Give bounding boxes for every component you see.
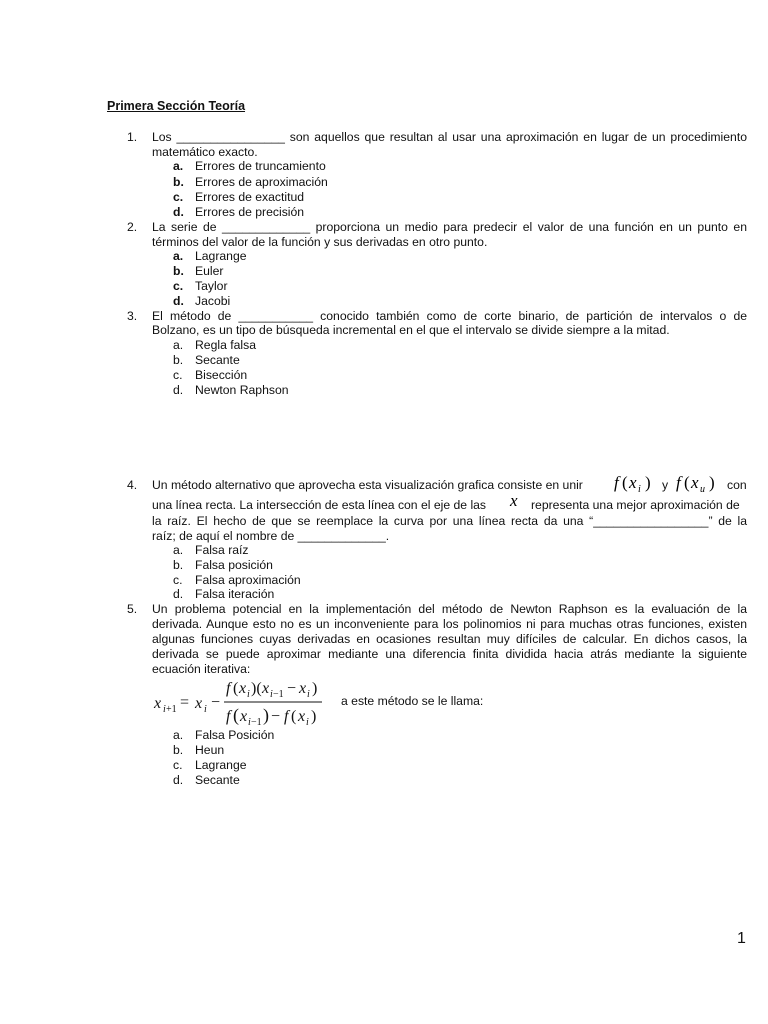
svg-text:i: i xyxy=(638,484,641,495)
q5-line3: algunas funciones cuyas derivadas en ocasiones resultan muy difíciles de calcular. En dichos casos, la xyxy=(152,632,747,646)
svg-text:x: x xyxy=(239,680,247,697)
svg-text:i: i xyxy=(306,717,309,728)
svg-text:): ) xyxy=(645,473,651,492)
svg-text:x: x xyxy=(154,695,162,712)
option-letter: a. xyxy=(173,249,184,263)
option-letter: c. xyxy=(173,758,183,772)
option-text: Heun xyxy=(195,743,225,757)
option-text: Errores de precisión xyxy=(195,205,305,219)
option-text: Lagrange xyxy=(195,758,247,772)
svg-text:(: ( xyxy=(622,473,628,492)
q4-option-a xyxy=(173,543,249,557)
svg-text:i: i xyxy=(270,689,273,700)
option-text: Regla falsa xyxy=(195,338,256,352)
q3-option-b xyxy=(173,353,240,367)
option-letter: b. xyxy=(173,264,184,278)
svg-text:i: i xyxy=(247,689,250,700)
svg-text:)(: )( xyxy=(251,680,262,697)
option-letter: c. xyxy=(173,190,184,204)
svg-text:(: ( xyxy=(233,705,239,725)
q5-after-formula: a este método se le llama: xyxy=(341,694,484,708)
q2-option-c xyxy=(173,279,228,293)
option-letter: d. xyxy=(173,294,184,308)
option-text: Errores de aproximación xyxy=(195,175,328,189)
option-text: Errores de exactitud xyxy=(195,190,305,204)
q5-option-c xyxy=(173,758,247,772)
option-letter: d. xyxy=(173,587,184,601)
svg-text:f: f xyxy=(284,708,289,725)
q4-number: 4. xyxy=(127,478,138,492)
q3-option-d xyxy=(173,383,289,397)
option-text: Lagrange xyxy=(195,249,247,263)
q1-line1: Los ________________ son aquellos que resultan al usar una aproximación en lugar de un procedimiento xyxy=(152,130,747,144)
q2-number: 2. xyxy=(127,220,138,234)
svg-text:i: i xyxy=(248,717,251,728)
svg-text:i: i xyxy=(204,704,207,715)
svg-text:(: ( xyxy=(233,680,239,697)
q4-line1-start: Un método alternativo que aprovecha esta visualización grafica consiste en unir xyxy=(152,478,583,492)
svg-text:): ) xyxy=(312,680,318,697)
option-text: Jacobi xyxy=(195,294,231,308)
q5-line2: derivada. Aunque esto no es un inconveniente para los polinomios ni para muchas otras funciones, existen xyxy=(152,617,747,631)
q1-option-a xyxy=(173,159,326,173)
q5-option-a xyxy=(173,728,274,742)
q1-line2: matemático exacto. xyxy=(152,145,258,159)
option-text: Falsa aproximación xyxy=(195,573,301,587)
q4-line2-start: una línea recta. La intersección de esta línea con el eje de las xyxy=(152,498,487,512)
svg-text:): ) xyxy=(311,708,317,725)
option-text: Falsa Posición xyxy=(195,728,275,742)
q3-line1: El método de ___________ conocido también como de corte binario, de partición de intervalos o de xyxy=(152,309,747,323)
svg-text:f: f xyxy=(614,473,619,492)
q2-option-b xyxy=(173,264,223,278)
svg-text:x: x xyxy=(691,473,699,492)
svg-text:(: ( xyxy=(684,473,690,492)
option-letter: d. xyxy=(173,773,184,787)
q4-option-d xyxy=(173,587,274,601)
option-text: Falsa iteración xyxy=(195,587,275,601)
q5-line4: derivada se puede aproximar mediante una diferencia finita dividida hacia atrás mediante la siguiente xyxy=(152,647,747,661)
svg-text:f: f xyxy=(676,473,681,492)
iterative-equation xyxy=(152,676,332,728)
option-letter: a. xyxy=(173,728,184,742)
svg-text:x: x xyxy=(195,695,203,712)
q4-option-c xyxy=(173,573,301,587)
option-letter: c. xyxy=(173,573,183,587)
svg-text:u: u xyxy=(700,484,705,495)
q2-line1: La serie de _____________ proporciona un medio para predecir el valor de una función en un punto en xyxy=(152,220,747,234)
q1-number: 1. xyxy=(127,130,138,144)
q4-option-b xyxy=(173,558,273,572)
option-text: Euler xyxy=(195,264,224,278)
option-text: Newton Raphson xyxy=(195,383,289,397)
svg-text:): ) xyxy=(263,705,269,725)
option-letter: b. xyxy=(173,175,184,189)
option-letter: a. xyxy=(173,543,184,557)
q4-line1-end: con xyxy=(727,478,747,492)
x-variable xyxy=(508,490,522,514)
q1-option-d xyxy=(173,205,304,219)
svg-text:+1: +1 xyxy=(166,704,177,715)
q5-line5: ecuación iterativa: xyxy=(152,662,251,676)
f-xi-formula xyxy=(612,470,660,496)
q1-option-b xyxy=(173,175,328,189)
svg-text:=: = xyxy=(180,694,190,711)
option-letter: c. xyxy=(173,279,184,293)
svg-text:−: − xyxy=(271,708,281,725)
option-text: Secante xyxy=(195,353,240,367)
svg-text:x: x xyxy=(299,680,307,697)
option-text: Bisección xyxy=(195,368,248,382)
option-text: Falsa raíz xyxy=(195,543,249,557)
q5-number: 5. xyxy=(127,602,138,616)
svg-text:x: x xyxy=(629,473,637,492)
q1-option-c xyxy=(173,190,304,204)
option-letter: c. xyxy=(173,368,183,382)
option-text: Secante xyxy=(195,773,240,787)
q5-line1: Un problema potencial en la implementación del método de Newton Raphson es la evaluación de la xyxy=(152,602,747,616)
svg-text:): ) xyxy=(709,473,715,492)
q4-line1-y: y xyxy=(662,478,669,492)
option-letter: b. xyxy=(173,558,184,572)
page-number: 1 xyxy=(737,930,746,947)
q2-option-d xyxy=(173,294,230,308)
q2-option-a xyxy=(173,249,247,263)
svg-text:i: i xyxy=(307,689,310,700)
svg-text:−1: −1 xyxy=(273,689,284,700)
option-letter: a. xyxy=(173,159,184,173)
q4-line4: raíz; de aquí el nombre de _____________. xyxy=(152,529,390,543)
option-text: Errores de truncamiento xyxy=(195,159,326,173)
option-text: Taylor xyxy=(195,279,228,293)
svg-text:−1: −1 xyxy=(251,717,262,728)
q3-number: 3. xyxy=(127,309,138,323)
q4-line2-end: representa una mejor aproximación de xyxy=(531,498,740,512)
svg-text:f: f xyxy=(226,680,231,697)
q3-option-c xyxy=(173,368,247,382)
f-xu-formula xyxy=(674,470,724,496)
svg-text:x: x xyxy=(510,491,518,510)
svg-text:−: − xyxy=(211,694,221,711)
q2-line2: términos del valor de la función y sus derivadas en otro punto. xyxy=(152,235,488,249)
svg-text:(: ( xyxy=(291,708,297,725)
option-letter: d. xyxy=(173,205,184,219)
svg-text:−: − xyxy=(287,680,297,697)
option-letter: d. xyxy=(173,383,184,397)
svg-text:x: x xyxy=(240,708,248,725)
q5-option-b xyxy=(173,743,224,757)
svg-text:x: x xyxy=(298,708,306,725)
svg-text:x: x xyxy=(262,680,270,697)
option-letter: a. xyxy=(173,338,184,352)
svg-text:f: f xyxy=(226,708,231,725)
option-text: Falsa posición xyxy=(195,558,273,572)
option-letter: b. xyxy=(173,353,184,367)
option-letter: b. xyxy=(173,743,184,757)
q4-line3: la raíz. El hecho de que se reemplace la curva por una línea recta da una “_________________” de la xyxy=(152,514,747,528)
svg-text:i: i xyxy=(163,704,166,715)
q3-option-a xyxy=(173,338,256,352)
section-title: Primera Sección Teoría xyxy=(107,99,246,113)
q3-line2: Bolzano, es un tipo de búsqueda incremental en el que el intervalo se divide siempre a la mitad. xyxy=(152,323,670,337)
q5-option-d xyxy=(173,773,240,787)
